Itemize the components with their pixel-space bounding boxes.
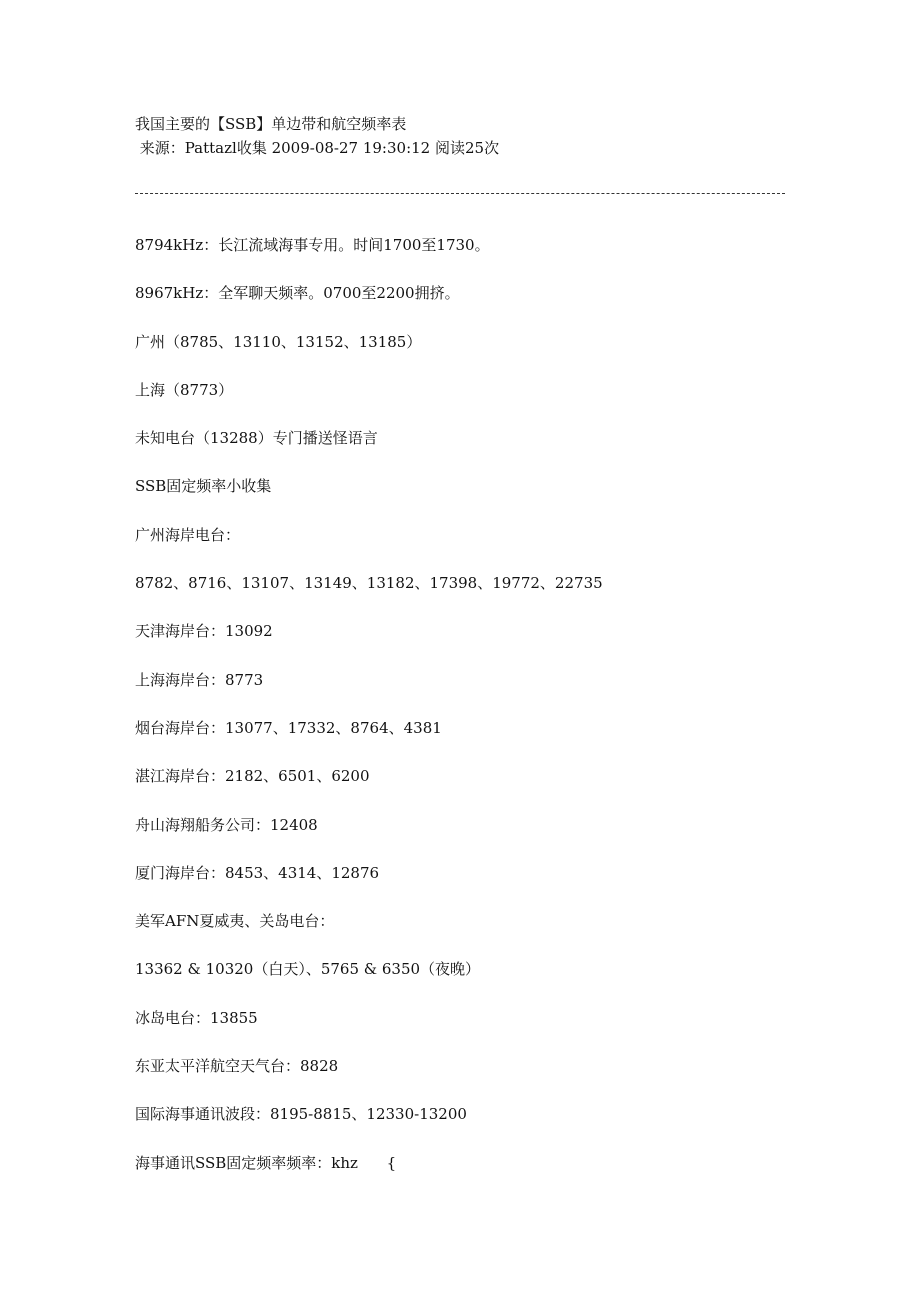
source-line: 来源：Pattazl收集 2009-08-27 19:30:12 阅读25次 bbox=[135, 139, 500, 157]
list-item: 烟台海岸台：13077、17332、8764、4381 bbox=[135, 718, 442, 737]
list-item: 8794kHz：长江流域海事专用。时间1700至1730。 bbox=[135, 236, 490, 254]
frequency-list bbox=[135, 235, 603, 1201]
list-item: SSB固定频率小收集 bbox=[135, 477, 272, 496]
list-item: 美军AFN夏威夷、关岛电台： bbox=[135, 912, 335, 931]
list-item: 13362 & 10320（白天）、5765 & 6350（夜晚） bbox=[135, 960, 481, 979]
list-item: 未知电台（13288）专门播送怪语言 bbox=[135, 429, 378, 448]
list-item: 湛江海岸台：2182、6501、6200 bbox=[135, 767, 370, 786]
list-item: 厦门海岸台：8453、4314、12876 bbox=[135, 863, 380, 882]
list-item: 海事通讯SSB固定频率频率：khz { bbox=[135, 1153, 397, 1172]
list-item: 舟山海翔船务公司：12408 bbox=[135, 815, 318, 834]
list-item: 8967kHz：全军聊天频率。0700至2200拥挤。 bbox=[135, 284, 460, 303]
list-item: 冰岛电台：13855 bbox=[135, 1008, 258, 1027]
document-title: 我国主要的【SSB】单边带和航空频率表 bbox=[135, 115, 407, 133]
dashed-divider bbox=[135, 193, 785, 194]
list-item: 国际海事通讯波段：8195-8815、12330-13200 bbox=[135, 1105, 467, 1124]
list-item: 天津海岸台：13092 bbox=[135, 622, 273, 641]
list-item: 上海（8773） bbox=[135, 380, 234, 399]
list-item: 广州海岸电台： bbox=[135, 525, 241, 544]
list-item: 8782、8716、13107、13149、13182、17398、19772、22735 bbox=[135, 574, 603, 593]
list-item: 东亚太平洋航空天气台：8828 bbox=[135, 1057, 339, 1076]
list-item: 广州（8785、13110、13152、13185） bbox=[135, 332, 422, 351]
list-item: 上海海岸台：8773 bbox=[135, 670, 264, 689]
